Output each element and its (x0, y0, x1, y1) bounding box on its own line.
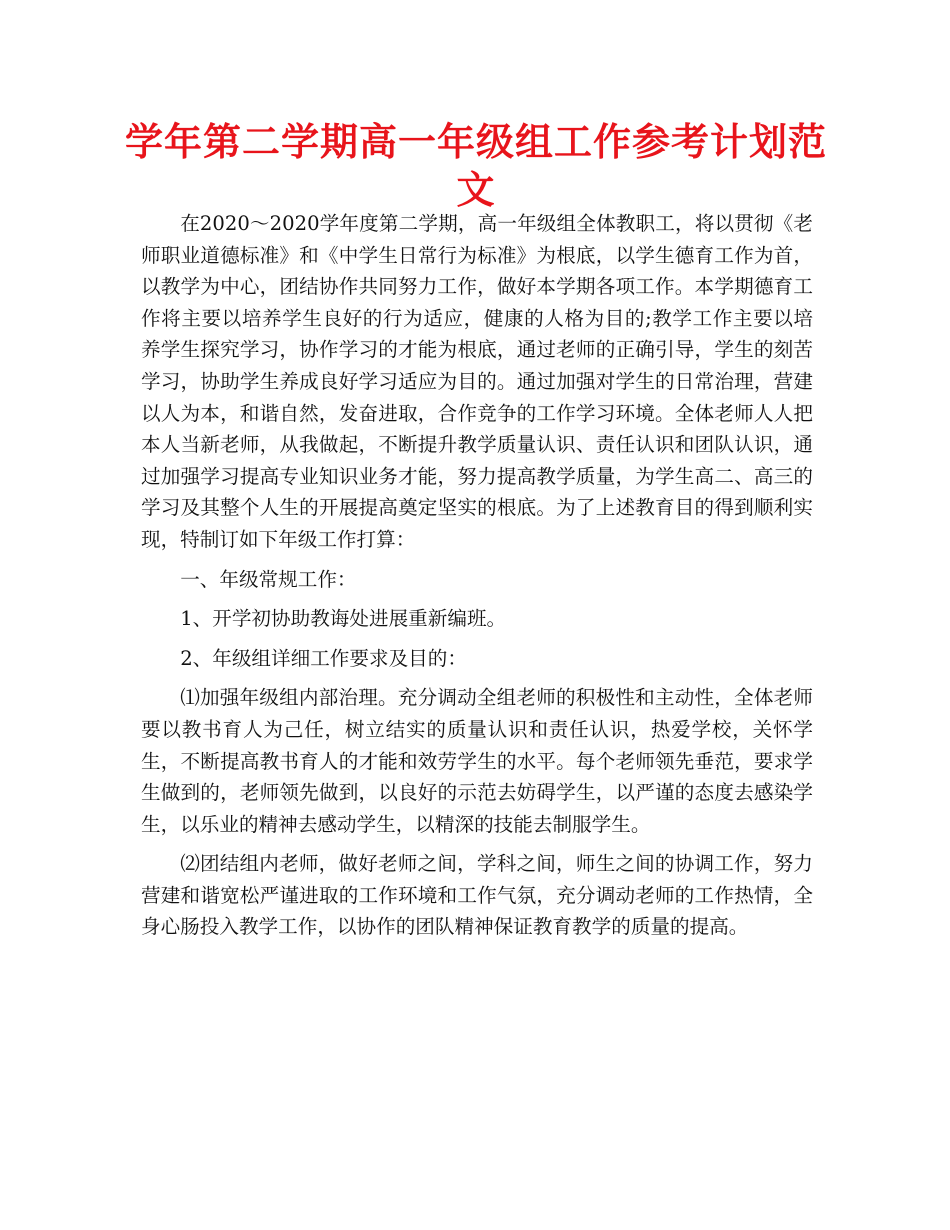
paragraph-item-1: ⑴加强年级组内部治理。充分调动全组老师的积极性和主动性，全体老师要以教书育人为己任，树立结实的质量认识和责任认识，热爱学校，关怀学生，不断提高教书育人的才能和效劳学生的水平。每个老师领先垂范，要求学生做到的，老师领先做到，以良好的示范去妨碍学生，以严谨的态度去感染学生，以乐业的精神去感动学生，以精深的技能去制服学生。 (141, 686, 813, 836)
section-heading-routine-work: 一、年级常规工作： (180, 567, 357, 591)
list-item-1: 1、开学初协助教诲处进展重新编班。 (180, 607, 507, 631)
paragraph-intro: 在2020～2020学年度第二学期，高一年级组全体教职工，将以贯彻《老师职业道德标准》和《中学生日常行为标准》为根底，以学生德育工作为首，以教学为中心，团结协作共同努力工作，做好本学期各项工作。本学期德育工作将主要以培养学生良好的行为适应，健康的人格为目的;教学工作主要以培养学生探究学习，协作学习的才能为根底，通过老师的正确引导，学生的刻苦学习，协助学生养成良好学习适应为目的。通过加强对学生的日常治理，营建以人为本，和谐自然，发奋进取，合作竞争的工作学习环境。全体老师人人把本人当新老师，从我做起，不断提升教学质量认识、责任认识和团队认识，通过加强学习提高专业知识业务才能，努力提高教学质量，为学生高二、高三的学习及其整个人生的开展提高奠定坚实的根底。为了上述教育目的得到顺利实现，特制订如下年级工作打算： (141, 212, 813, 551)
document-body (141, 208, 813, 951)
list-item-2: 2、年级组详细工作要求及目的： (180, 646, 467, 670)
document-title: 学年第二学期高一年级组工作参考计划范文 (124, 119, 827, 212)
paragraph-item-2: ⑵团结组内老师，做好老师之间，学科之间，师生之间的协调工作，努力营建和谐宽松严谨进取的工作环境和工作气氛，充分调动老师的工作热情，全身心肠投入教学工作，以协作的团队精神保证教育教学的质量的提高。 (141, 852, 813, 939)
